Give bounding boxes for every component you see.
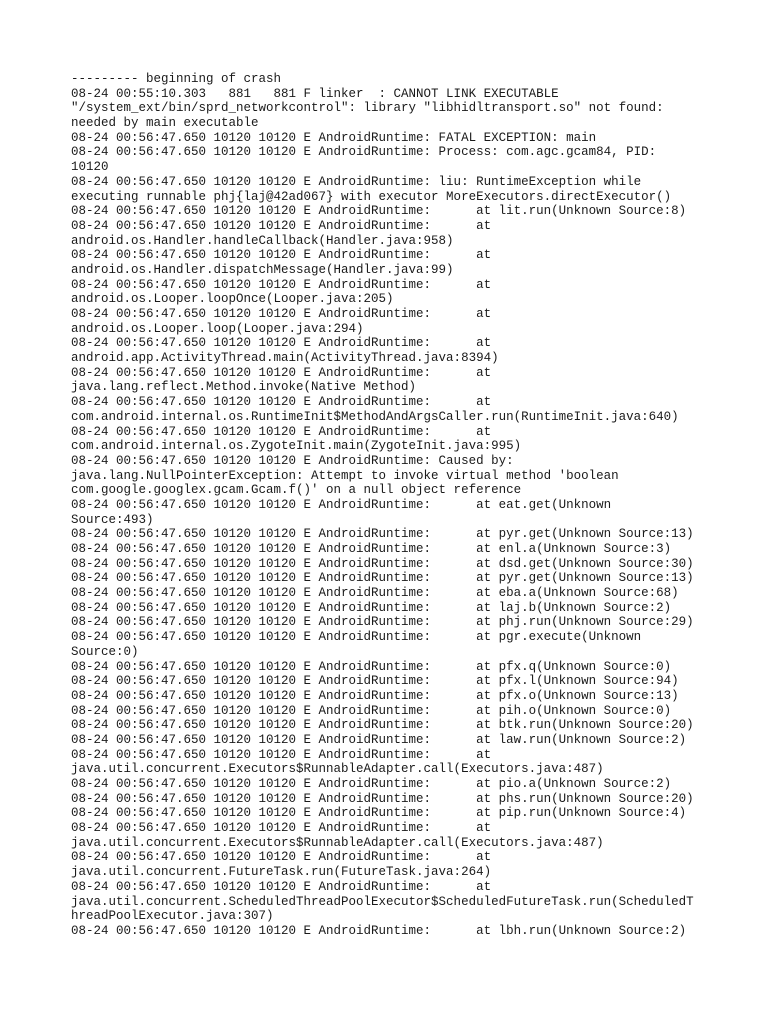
log-line: 08-24 00:56:47.650 10120 10120 E AndroidRuntime: at laj.b(Unknown Source:2) bbox=[71, 600, 672, 615]
log-line: 08-24 00:56:47.650 10120 10120 E AndroidRuntime: at pyr.get(Unknown Source:13) bbox=[71, 527, 694, 542]
log-line: java.util.concurrent.ScheduledThreadPoolExecutor$ScheduledFutureTask.run(ScheduledT bbox=[71, 894, 694, 909]
log-line: 08-24 00:56:47.650 10120 10120 E AndroidRuntime: at phs.run(Unknown Source:20) bbox=[71, 791, 694, 806]
log-line: 08-24 00:56:47.650 10120 10120 E AndroidRuntime: Caused by: bbox=[71, 453, 514, 468]
log-line: 08-24 00:56:47.650 10120 10120 E AndroidRuntime: at bbox=[71, 365, 492, 380]
log-line: 08-24 00:56:47.650 10120 10120 E AndroidRuntime: at lbh.run(Unknown Source:2) bbox=[71, 923, 687, 938]
log-line: 08-24 00:56:47.650 10120 10120 E AndroidRuntime: at pgr.execute(Unknown bbox=[71, 630, 642, 645]
log-line: 10120 bbox=[71, 160, 109, 175]
log-line: com.google.googlex.gcam.Gcam.f()' on a null object reference bbox=[71, 483, 522, 498]
log-line: needed by main executable bbox=[71, 116, 259, 131]
log-line: 08-24 00:56:47.650 10120 10120 E AndroidRuntime: liu: RuntimeException while bbox=[71, 174, 642, 189]
log-line: Source:0) bbox=[71, 644, 139, 659]
log-line: 08-24 00:56:47.650 10120 10120 E AndroidRuntime: at bbox=[71, 424, 492, 439]
log-line: 08-24 00:56:47.650 10120 10120 E AndroidRuntime: at bbox=[71, 395, 492, 410]
log-line: com.android.internal.os.ZygoteInit.main(ZygoteInit.java:995) bbox=[71, 439, 522, 454]
log-line: 08-24 00:56:47.650 10120 10120 E AndroidRuntime: at pip.run(Unknown Source:4) bbox=[71, 806, 687, 821]
log-line: 08-24 00:56:47.650 10120 10120 E AndroidRuntime: at bbox=[71, 218, 492, 233]
log-line: java.util.concurrent.FutureTask.run(FutureTask.java:264) bbox=[71, 865, 492, 880]
log-line: 08-24 00:56:47.650 10120 10120 E AndroidRuntime: at bbox=[71, 336, 492, 351]
log-line: 08-24 00:56:47.650 10120 10120 E AndroidRuntime: at pyr.get(Unknown Source:13) bbox=[71, 571, 694, 586]
log-line: 08-24 00:56:47.650 10120 10120 E AndroidRuntime: at bbox=[71, 747, 492, 762]
log-line: java.util.concurrent.Executors$RunnableAdapter.call(Executors.java:487) bbox=[71, 835, 604, 850]
log-line: 08-24 00:56:47.650 10120 10120 E AndroidRuntime: at eba.a(Unknown Source:68) bbox=[71, 586, 679, 601]
log-line: 08-24 00:56:47.650 10120 10120 E AndroidRuntime: at pfx.o(Unknown Source:13) bbox=[71, 688, 679, 703]
log-line: 08-24 00:56:47.650 10120 10120 E AndroidRuntime: at lit.run(Unknown Source:8) bbox=[71, 204, 687, 219]
log-line: 08-24 00:56:47.650 10120 10120 E AndroidRuntime: at btk.run(Unknown Source:20) bbox=[71, 718, 694, 733]
log-line: --------- beginning of crash bbox=[71, 72, 282, 86]
log-line: android.os.Looper.loopOnce(Looper.java:205) bbox=[71, 292, 394, 307]
log-line: java.lang.NullPointerException: Attempt to invoke virtual method 'boolean bbox=[71, 468, 619, 483]
log-line: 08-24 00:56:47.650 10120 10120 E AndroidRuntime: at bbox=[71, 248, 492, 263]
log-line: 08-24 00:56:47.650 10120 10120 E AndroidRuntime: at pfx.q(Unknown Source:0) bbox=[71, 659, 672, 674]
log-line: 08-24 00:56:47.650 10120 10120 E AndroidRuntime: FATAL EXCEPTION: main bbox=[71, 130, 597, 145]
log-line: 08-24 00:56:47.650 10120 10120 E AndroidRuntime: at pio.a(Unknown Source:2) bbox=[71, 777, 672, 791]
log-line: 08-24 00:56:47.650 10120 10120 E AndroidRuntime: at bbox=[71, 277, 492, 292]
log-line: Source:493) bbox=[71, 512, 154, 527]
log-line: 08-24 00:56:47.650 10120 10120 E AndroidRuntime: at dsd.get(Unknown Source:30) bbox=[71, 556, 694, 571]
crash-log bbox=[71, 72, 711, 939]
log-line: android.os.Handler.dispatchMessage(Handler.java:99) bbox=[71, 262, 454, 277]
log-line: com.android.internal.os.RuntimeInit$MethodAndArgsCaller.run(RuntimeInit.java:640) bbox=[71, 409, 679, 424]
log-line: "/system_ext/bin/sprd_networkcontrol": library "libhidltransport.so" not found: bbox=[71, 101, 664, 116]
log-line: 08-24 00:56:47.650 10120 10120 E AndroidRuntime: at bbox=[71, 307, 492, 321]
log-line: 08-24 00:56:47.650 10120 10120 E AndroidRuntime: at bbox=[71, 850, 492, 865]
log-line: 08-24 00:56:47.650 10120 10120 E AndroidRuntime: at enl.a(Unknown Source:3) bbox=[71, 542, 672, 556]
log-line: java.lang.reflect.Method.invoke(Native Method) bbox=[71, 380, 417, 395]
log-line: java.util.concurrent.Executors$RunnableAdapter.call(Executors.java:487) bbox=[71, 762, 604, 777]
log-line: 08-24 00:56:47.650 10120 10120 E AndroidRuntime: at eat.get(Unknown bbox=[71, 497, 612, 512]
log-line: 08-24 00:56:47.650 10120 10120 E AndroidRuntime: at law.run(Unknown Source:2) bbox=[71, 732, 687, 747]
log-line: android.app.ActivityThread.main(ActivityThread.java:8394) bbox=[71, 351, 499, 366]
log-line: hreadPoolExecutor.java:307) bbox=[71, 909, 274, 924]
log-line: 08-24 00:56:47.650 10120 10120 E AndroidRuntime: Process: com.agc.gcam84, PID: bbox=[71, 145, 657, 160]
log-line: 08-24 00:55:10.303 881 881 F linker : CANNOT LINK EXECUTABLE bbox=[71, 86, 559, 101]
log-line: android.os.Looper.loop(Looper.java:294) bbox=[71, 321, 364, 336]
log-line: executing runnable phj{laj@42ad067} with executor MoreExecutors.directExecutor() bbox=[71, 189, 672, 204]
log-line: 08-24 00:56:47.650 10120 10120 E AndroidRuntime: at pih.o(Unknown Source:0) bbox=[71, 703, 672, 718]
log-line: 08-24 00:56:47.650 10120 10120 E AndroidRuntime: at bbox=[71, 821, 492, 836]
log-line: 08-24 00:56:47.650 10120 10120 E AndroidRuntime: at phj.run(Unknown Source:29) bbox=[71, 615, 694, 630]
log-line: 08-24 00:56:47.650 10120 10120 E AndroidRuntime: at bbox=[71, 879, 492, 894]
log-line: android.os.Handler.handleCallback(Handler.java:958) bbox=[71, 233, 454, 248]
log-line: 08-24 00:56:47.650 10120 10120 E AndroidRuntime: at pfx.l(Unknown Source:94) bbox=[71, 674, 679, 689]
